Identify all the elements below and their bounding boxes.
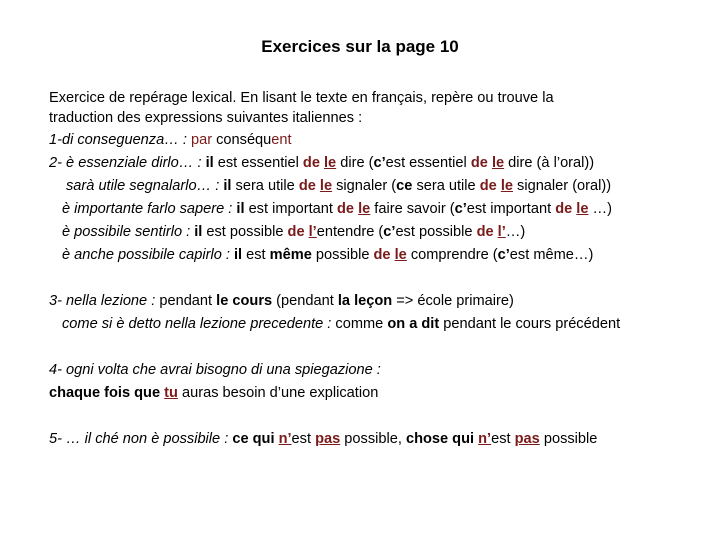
french-word: de — [298, 178, 316, 194]
exercise-3-line-1 — [49, 290, 514, 312]
italian-expression: è anche possibile capirlo : — [62, 247, 234, 263]
french-text: …) — [505, 224, 526, 240]
italian-expression: 3- nella lezione : — [49, 293, 160, 309]
french-text: faire savoir ( — [370, 201, 455, 217]
french-word: de — [336, 201, 355, 217]
french-text: est important — [466, 201, 556, 217]
french-text: …) — [588, 201, 612, 217]
french-text: sera utile — [412, 178, 480, 194]
french-word: de — [373, 247, 391, 263]
french-word: par — [190, 132, 213, 148]
french-word: l’ — [497, 224, 506, 240]
french-word: de — [479, 178, 497, 194]
french-text: possible — [311, 247, 374, 263]
french-word: on a dit — [387, 316, 440, 332]
french-word: le — [358, 201, 371, 217]
exercise-1-line — [49, 129, 292, 151]
french-word: de — [555, 201, 573, 217]
french-word: il — [223, 178, 232, 194]
exercise-5-line — [49, 428, 597, 450]
french-text: possible — [539, 431, 598, 447]
french-text: comprendre ( — [406, 247, 498, 263]
french-word: de — [476, 224, 494, 240]
french-word: ent — [271, 132, 292, 148]
french-word: c’ — [373, 155, 386, 171]
french-text: est même…) — [509, 247, 594, 263]
french-text: (pendant — [272, 293, 338, 309]
italian-expression: 1-di conseguenza… : — [49, 132, 191, 148]
french-word: il — [236, 201, 245, 217]
french-text: signaler (oral)) — [512, 178, 612, 194]
french-word: de — [302, 155, 320, 171]
french-word: c’ — [383, 224, 396, 240]
italian-expression: è possibile sentirlo : — [62, 224, 195, 240]
exercise-4-line-1: 4- ogni volta che avrai bisogno di una spiegazione : — [49, 362, 381, 378]
italian-expression: come si è detto nella lezione precedente : — [62, 316, 336, 332]
french-text: est essentiel — [213, 155, 303, 171]
french-word: de — [470, 155, 488, 171]
french-text: est possible — [395, 224, 477, 240]
french-word: n’ — [278, 431, 292, 447]
french-text: signaler ( — [332, 178, 397, 194]
french-word: l’ — [308, 224, 317, 240]
french-word: pas — [514, 431, 540, 447]
french-text: conséqu — [212, 132, 272, 148]
french-word: même — [269, 247, 312, 263]
french-text: est — [242, 247, 270, 263]
french-word: il — [194, 224, 203, 240]
french-word: le — [319, 178, 333, 194]
exercise-3-line-2 — [62, 313, 620, 335]
french-word: c’ — [497, 247, 510, 263]
french-word: le — [491, 155, 505, 171]
french-text: => école primaire) — [392, 293, 514, 309]
french-word: tu — [164, 385, 178, 401]
french-text: dire ( — [336, 155, 374, 171]
exercise-4-line-2 — [49, 382, 378, 404]
french-text: entendre ( — [316, 224, 384, 240]
french-word: n’ — [478, 431, 492, 447]
italian-expression: sarà utile segnalarlo… : — [66, 178, 224, 194]
french-text: est essentiel — [385, 155, 471, 171]
french-text: possible, — [340, 431, 406, 447]
french-text: pendant — [159, 293, 217, 309]
french-word: ce — [396, 178, 413, 194]
french-text: auras besoin d’une explication — [177, 385, 379, 401]
french-word: c’ — [454, 201, 467, 217]
french-word: ce qui — [232, 431, 279, 447]
french-word: le cours — [216, 293, 273, 309]
french-word: pas — [315, 431, 341, 447]
french-text: comme — [335, 316, 388, 332]
page-title: Exercices sur la page 10 — [261, 37, 459, 56]
french-word: il — [233, 247, 243, 263]
french-text: est — [291, 431, 316, 447]
exercise-2-line-1 — [49, 152, 594, 174]
french-word: le — [324, 155, 337, 171]
french-text: pendant le cours précédent — [439, 316, 621, 332]
intro-line-1: Exercice de repérage lexical. En lisant le texte en français, repère ou trouve la — [49, 90, 554, 106]
french-word: le — [576, 201, 589, 217]
french-word: le — [394, 247, 407, 263]
french-text: est important — [244, 201, 337, 217]
italian-expression: 5- … il ché non è possibile : — [49, 431, 233, 447]
french-word: chose qui — [405, 431, 479, 447]
exercise-2-line-5 — [62, 244, 593, 266]
french-word: il — [205, 155, 214, 171]
french-word: chaque fois que — [49, 385, 165, 401]
french-word: le — [500, 178, 513, 194]
exercise-2-line-2 — [66, 175, 611, 197]
french-text: est possible — [202, 224, 288, 240]
exercise-2-line-3 — [62, 198, 612, 220]
french-text: est — [491, 431, 515, 447]
intro-line-2: traduction des expressions suivantes italiennes : — [49, 110, 363, 126]
french-text: dire (à l’oral)) — [504, 155, 595, 171]
french-word: la leçon — [337, 293, 393, 309]
italian-expression: 2- è essenziale dirlo… : — [49, 155, 206, 171]
french-text: sera utile — [231, 178, 299, 194]
exercise-2-line-4 — [62, 221, 525, 243]
french-word: de — [287, 224, 305, 240]
italian-expression: è importante farlo sapere : — [62, 201, 237, 217]
